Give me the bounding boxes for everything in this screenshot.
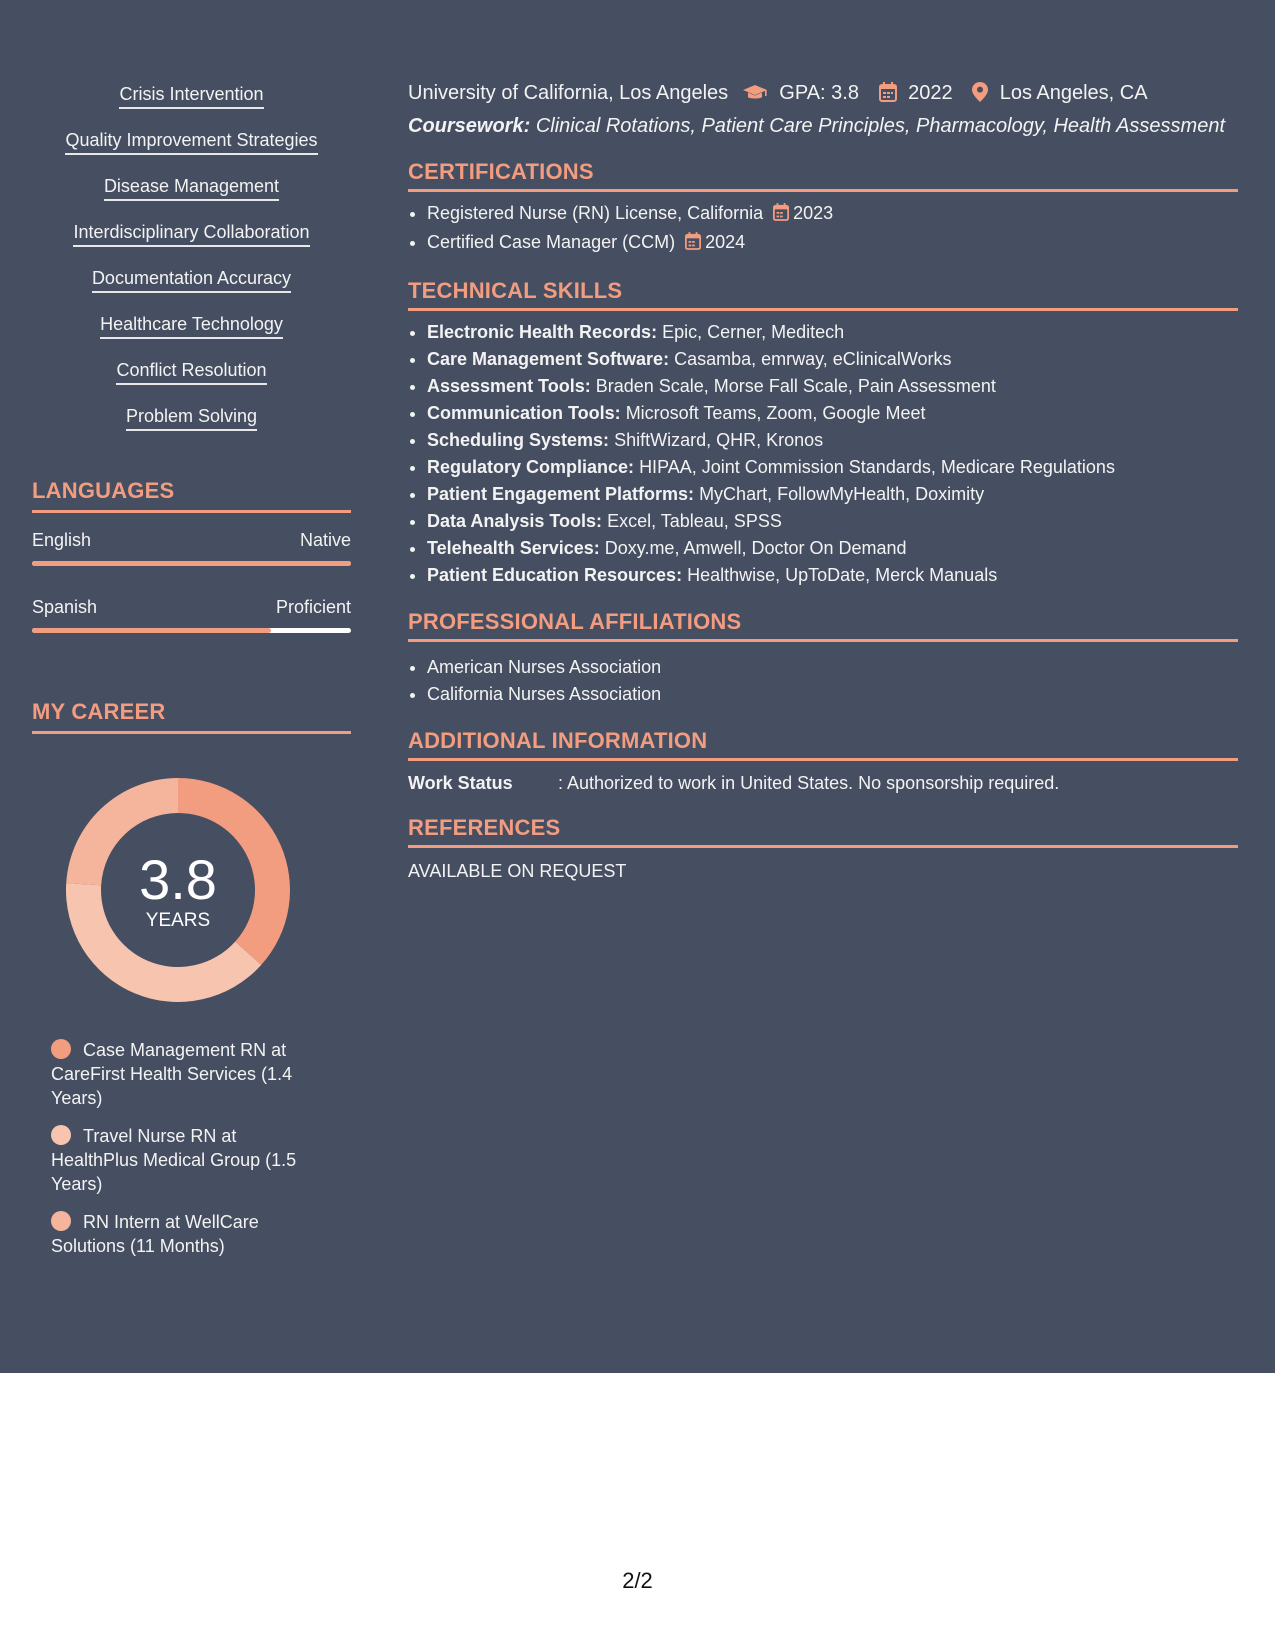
legend-dot-icon	[51, 1039, 71, 1059]
certifications-section	[408, 159, 1238, 258]
location-pin-icon	[972, 82, 988, 109]
certifications-list	[408, 200, 1238, 258]
list-item	[427, 508, 1238, 535]
certification-name: Certified Case Manager (CCM)	[427, 232, 676, 252]
language-level: Native	[299, 530, 351, 550]
skill-tag[interactable]: Interdisciplinary Collaboration	[73, 222, 309, 247]
technical-skills-list	[408, 319, 1238, 589]
language-level-bar	[32, 561, 351, 566]
legend-dot-icon	[51, 1211, 71, 1231]
legend-item	[51, 1210, 321, 1258]
career-heading: MY CAREER	[32, 699, 351, 734]
skill-values: Doxy.me, Amwell, Doctor On Demand	[604, 538, 907, 558]
legend-label: Travel Nurse RN at HealthPlus Medical Group (1.5 Years)	[51, 1126, 297, 1194]
career-total-unit: YEARS	[145, 910, 211, 931]
page-number: 2/2	[622, 1568, 653, 1593]
language-level: Proficient	[275, 597, 351, 617]
skill-category: Assessment Tools:	[427, 376, 591, 396]
legend-item	[51, 1038, 321, 1110]
list-item	[427, 535, 1238, 562]
skill-values: Microsoft Teams, Zoom, Google Meet	[625, 403, 926, 423]
skill-tag[interactable]: Documentation Accuracy	[92, 268, 291, 293]
skill-tag[interactable]: Conflict Resolution	[116, 360, 266, 385]
coursework-label: Coursework:	[408, 115, 531, 137]
career-legend	[51, 1038, 321, 1258]
legend-item	[51, 1124, 321, 1196]
list-item	[427, 481, 1238, 508]
school-name: University of California, Los Angeles	[408, 82, 729, 104]
calendar-icon	[879, 82, 897, 109]
language-level-bar	[32, 628, 351, 633]
skill-category: Care Management Software:	[427, 349, 670, 369]
affiliations-list	[408, 654, 1238, 708]
legend-label: RN Intern at WellCare Solutions (11 Months)	[51, 1212, 259, 1256]
language-name: Spanish	[32, 597, 98, 617]
skill-values: Casamba, emrway, eClinicalWorks	[674, 349, 952, 369]
list-item	[427, 562, 1238, 589]
calendar-icon	[773, 202, 789, 229]
right-column	[408, 0, 1238, 882]
certification-year: 2023	[793, 203, 834, 223]
skill-tag[interactable]: Disease Management	[104, 176, 279, 201]
graduation-year: 2022	[908, 82, 953, 104]
list-item	[427, 400, 1238, 427]
language-name: English	[32, 530, 92, 550]
work-status-value: : Authorized to work in United States. No sponsorship required.	[558, 773, 1060, 793]
additional-info-section	[408, 728, 1238, 795]
graduation-cap-icon	[742, 83, 768, 109]
affiliations-heading: PROFESSIONAL AFFILIATIONS	[408, 609, 1238, 642]
technical-skills-heading: TECHNICAL SKILLS	[408, 278, 1238, 311]
list-item	[427, 427, 1238, 454]
skill-values: HIPAA, Joint Commission Standards, Medicare Regulations	[639, 457, 1115, 477]
skill-category: Scheduling Systems:	[427, 430, 610, 450]
skill-tag[interactable]: Quality Improvement Strategies	[65, 130, 317, 155]
education-line	[408, 80, 1238, 109]
career-donut-chart	[66, 778, 290, 1002]
skill-values: MyChart, FollowMyHealth, Doximity	[699, 484, 985, 504]
skill-category: Regulatory Compliance:	[427, 457, 635, 477]
skill-tag[interactable]: Problem Solving	[126, 406, 257, 431]
certifications-heading: CERTIFICATIONS	[408, 159, 1238, 192]
skill-category: Patient Engagement Platforms:	[427, 484, 695, 504]
skills-list	[32, 84, 351, 452]
skill-values: Healthwise, UpToDate, Merck Manuals	[687, 565, 998, 585]
career-total-years: 3.8	[139, 848, 217, 911]
skill-values: ShiftWizard, QHR, Kronos	[614, 430, 824, 450]
languages-heading: LANGUAGES	[32, 478, 351, 513]
list-item: • California Nurses Association	[427, 681, 1238, 708]
skill-values: Epic, Cerner, Meditech	[662, 322, 845, 342]
list-item	[427, 373, 1238, 400]
skill-values: Braden Scale, Morse Fall Scale, Pain Assessment	[595, 376, 996, 396]
gpa: GPA: 3.8	[779, 82, 859, 104]
skill-tag[interactable]: Healthcare Technology	[100, 314, 283, 339]
certification-name: Registered Nurse (RN) License, California	[427, 203, 764, 223]
skill-category: Patient Education Resources:	[427, 565, 683, 585]
list-item	[427, 319, 1238, 346]
list-item	[427, 454, 1238, 481]
left-column	[32, 0, 351, 1272]
language-english	[32, 529, 351, 566]
affiliations-section	[408, 609, 1238, 708]
references-section	[408, 815, 1238, 882]
language-level-fill	[32, 561, 351, 566]
language-level-fill	[32, 628, 271, 633]
language-spanish	[32, 596, 351, 633]
skill-category: Communication Tools:	[427, 403, 621, 423]
references-text: AVAILABLE ON REQUEST	[408, 861, 627, 881]
list-item: • American Nurses Association	[427, 654, 1238, 681]
list-item	[427, 346, 1238, 373]
work-status-row	[408, 771, 1238, 795]
coursework-list: Clinical Rotations, Patient Care Principles, Pharmacology, Health Assessment	[535, 115, 1226, 137]
list-item	[427, 200, 1238, 229]
skill-category: Telehealth Services:	[427, 538, 600, 558]
work-status-label: Work Status	[408, 773, 513, 793]
legend-label: Case Management RN at CareFirst Health Services (1.4 Years)	[51, 1040, 293, 1108]
coursework-line	[408, 113, 1238, 139]
calendar-icon	[685, 231, 701, 258]
references-heading: REFERENCES	[408, 815, 1238, 848]
legend-dot-icon	[51, 1125, 71, 1145]
additional-info-heading: ADDITIONAL INFORMATION	[408, 728, 1238, 761]
school-location: Los Angeles, CA	[999, 82, 1148, 104]
skill-category: Data Analysis Tools:	[427, 511, 603, 531]
skill-category: Electronic Health Records:	[427, 322, 658, 342]
list-item	[427, 229, 1238, 258]
technical-skills-section	[408, 278, 1238, 589]
certification-year: 2024	[705, 232, 746, 252]
skill-values: Excel, Tableau, SPSS	[607, 511, 782, 531]
skill-tag[interactable]: Crisis Intervention	[119, 84, 263, 109]
